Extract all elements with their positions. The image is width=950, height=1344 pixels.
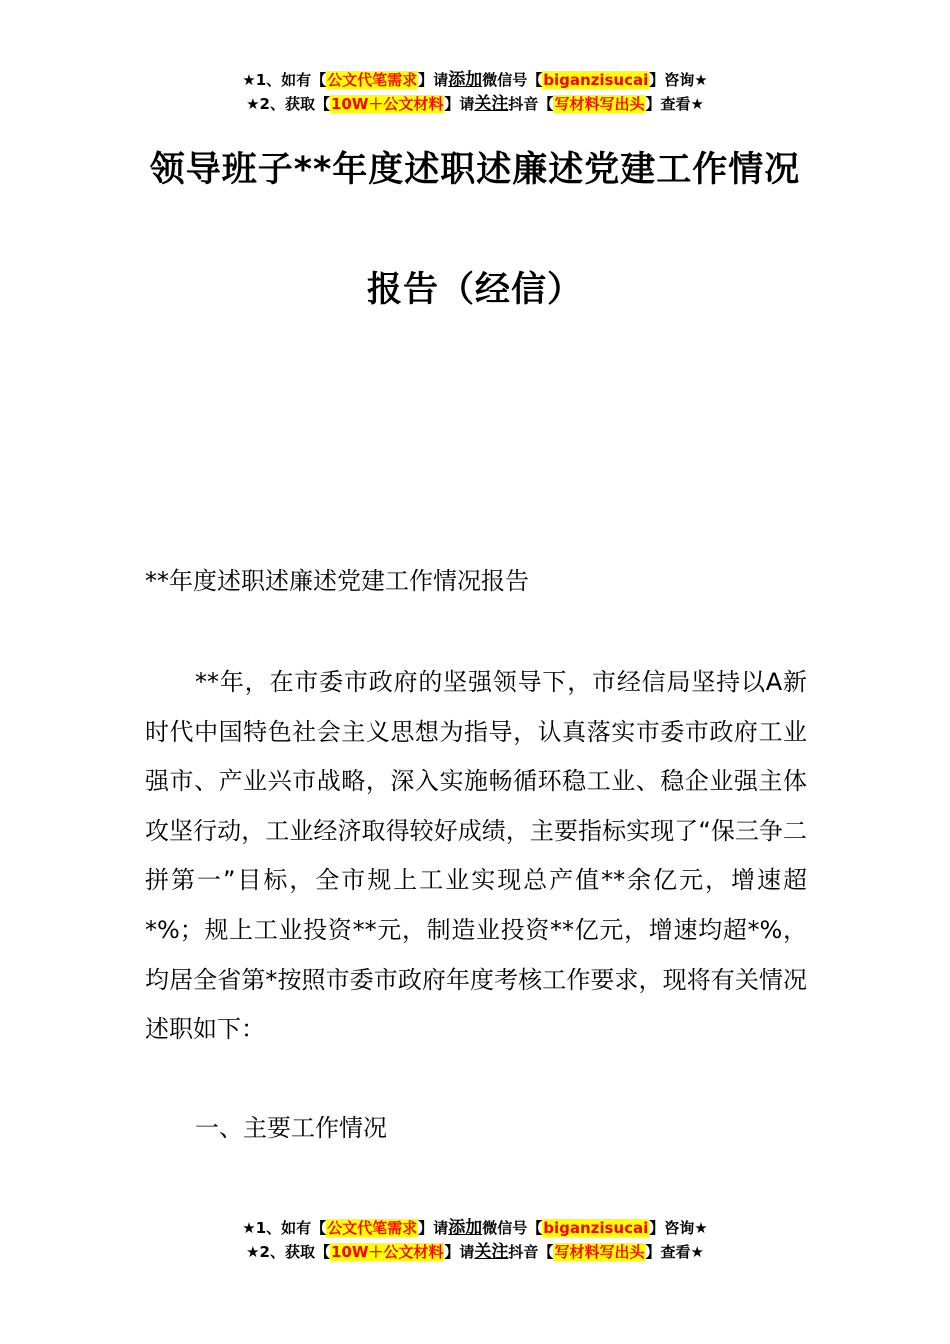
promo-emphasis-follow: 关注 [474, 1242, 509, 1262]
promo-highlight-wechat-id: biganzisucai [543, 71, 649, 89]
promo-highlight-douyin-account: 写材料写出头 [554, 95, 645, 113]
promo-text: 】查看★ [645, 1243, 704, 1261]
promo-line-1 [0, 68, 950, 92]
promo-text: 抖音【 [508, 1243, 554, 1261]
promo-highlight-service: 公文代笔需求 [327, 1219, 418, 1237]
promo-text: 】请 [418, 71, 449, 89]
promo-text: 】请 [418, 1219, 449, 1237]
promo-text: 】查看★ [645, 95, 704, 113]
promo-text: 微信号【 [482, 1219, 543, 1237]
promo-line-2 [0, 1240, 950, 1264]
section-heading: 一、主要工作情况 [195, 1114, 387, 1142]
promo-text: 微信号【 [482, 71, 543, 89]
promo-emphasis-follow: 关注 [474, 94, 509, 114]
body-paragraph: **年，在市委市政府的坚强领导下，市经信局坚持以A新时代中国特色社会主义思想为指导，认真落实市委市政府工业强市、产业兴市战略，深入实施畅循环稳工业、稳企业强主体攻坚行动，工业经济取得较好成绩，主要指标实现了“保三争二拼第一”目标，全市规上工业实现总产值**余亿元，增速超*%；规上工业投资**元，制造业投资**亿元，增速均超*%，均居全省第*按照市委市政府年度考核工作要求，现将有关情况述职如下： [145, 668, 807, 1044]
document-subtitle: **年度述职述廉述党建工作情况报告 [145, 567, 529, 595]
promo-text: ★2、获取【 [246, 1243, 330, 1261]
promo-highlight-wechat-id: biganzisucai [543, 1219, 649, 1237]
promo-text: ★2、获取【 [246, 95, 330, 113]
promo-highlight-materials: 10W＋公文材料 [330, 1243, 444, 1261]
promo-emphasis-add: 添加 [448, 70, 483, 90]
promo-banner-top [0, 68, 950, 116]
promo-text: 】请 [444, 95, 475, 113]
promo-line-1 [0, 1216, 950, 1240]
document-title-line-2: 报告（经信） [366, 270, 583, 310]
promo-text: 抖音【 [508, 95, 554, 113]
promo-line-2 [0, 92, 950, 116]
promo-text: ★1、如有【 [242, 1219, 327, 1237]
promo-emphasis-add: 添加 [448, 1218, 483, 1238]
promo-text: 】请 [444, 1243, 475, 1261]
promo-text: 】咨询★ [649, 71, 708, 89]
promo-highlight-materials: 10W＋公文材料 [330, 95, 444, 113]
promo-banner-bottom [0, 1216, 950, 1264]
promo-highlight-douyin-account: 写材料写出头 [554, 1243, 645, 1261]
promo-text: ★1、如有【 [242, 71, 327, 89]
promo-text: 】咨询★ [649, 1219, 708, 1237]
document-title-line-1: 领导班子**年度述职述廉述党建工作情况 [149, 150, 801, 190]
promo-highlight-service: 公文代笔需求 [327, 71, 418, 89]
